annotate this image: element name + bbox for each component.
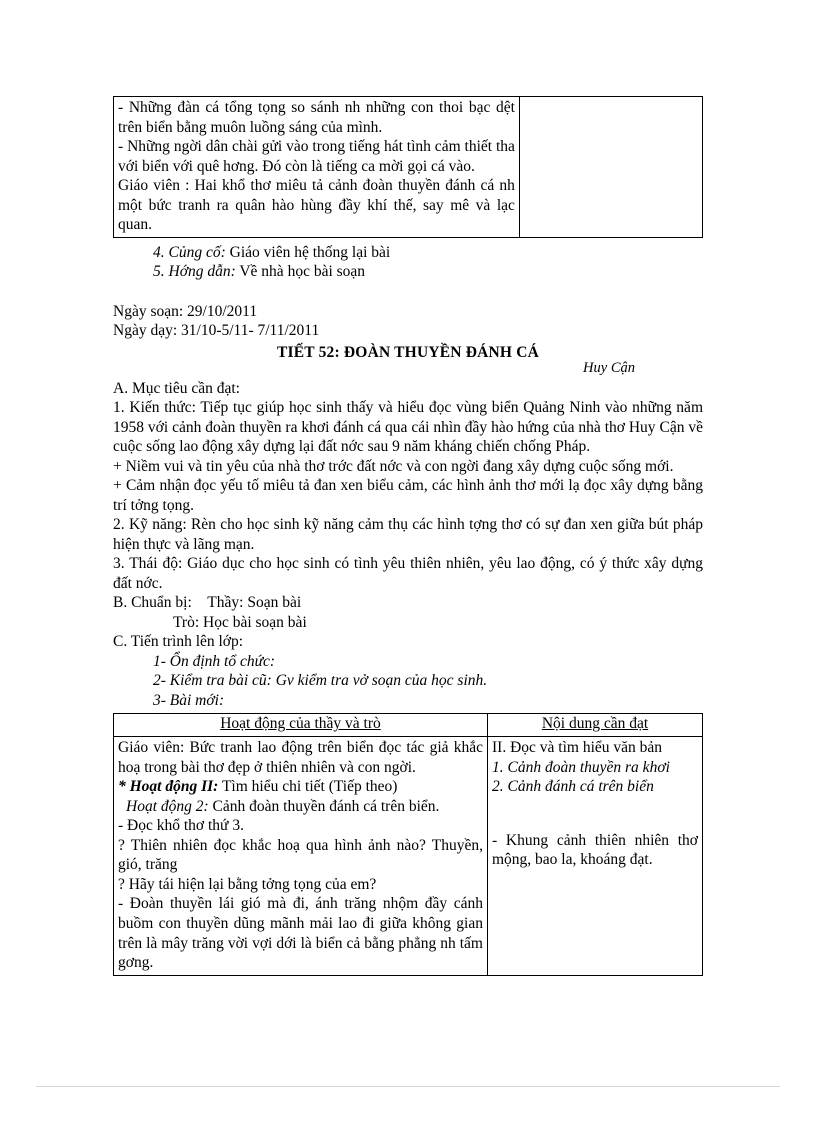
paragraph-teacher-note: Giáo viên : Hai khổ thơ miêu tả cảnh đoàn thuyền đánh cá nh một bức tranh ra quân hào hùng đầy khí thế, say mê và lạc quan.	[118, 177, 515, 234]
section-c1: 1- Ổn định tổ chức:	[153, 652, 276, 670]
section-a2-skills: 2. Kỹ năng: Rèn cho học sinh kỹ năng cảm thụ các hình tợng thơ có sự đan xen giữa bút pháp hiện thực và lãng mạn.	[113, 516, 703, 553]
para-question-nature: ? Thiên nhiên đọc khắc hoạ qua hình ảnh nào? Thuyền, gió, trăng	[118, 836, 483, 874]
table-header-row	[114, 714, 703, 737]
continuation-right-cell	[519, 97, 702, 238]
para-section-II: II. Đọc và tìm hiểu văn bản	[492, 739, 663, 757]
para-nature-scene-note: - Khung cảnh thiên nhiên thơ mộng, bao la, khoáng đạt.	[492, 831, 698, 869]
label-chuan-bi: B. Chuẩn bị:	[113, 594, 192, 612]
content-cell	[488, 737, 703, 975]
column-header-content: Nội dung cần đạt	[488, 714, 703, 737]
para-answer-description: - Đoàn thuyền lái gió mà đi, ánh trăng nhộm đầy cánh buồm con thuyền dũng mãnh mải lao đi giữa không gian trên là mây trăng vời vợi dới là biển cả bằng phẳng nh tấm gơng.	[118, 895, 483, 972]
para-subsection-1: 1. Cảnh đoàn thuyền ra khơi	[492, 758, 670, 776]
para-subsection-2: 2. Cảnh đánh cá trên biển	[492, 778, 654, 796]
author-name: Huy Cận	[583, 359, 635, 376]
section-c2: 2- Kiểm tra bài cũ: Gv kiểm tra vở soạn của học sinh.	[153, 672, 488, 690]
section-a3-attitude: 3. Thái độ: Giáo dục cho học sinh có tình yêu thiên nhiên, yêu lao động, có ý thức xây dựng đất nớc.	[113, 555, 703, 592]
paragraph-fishermen-song: - Những ngời dân chài gửi vào trong tiếng hát tình cảm thiết tha với biển với quê hơng. Đó còn là tiếng ca mời gọi cá vào.	[118, 138, 515, 175]
section-b-tro: Trò: Học bài soạn bài	[173, 613, 307, 631]
paragraph-fish-simile: - Những đàn cá tổng tọng so sánh nh những con thoi bạc dệt trên biển bằng muôn luồng sáng của mình.	[118, 99, 515, 136]
section-c3: 3- Bài mới:	[153, 691, 225, 709]
section-b-label	[113, 593, 703, 613]
para-doc-kho-tho: - Đọc khổ thơ thứ 3.	[118, 817, 244, 835]
text-huong-dan: Về nhà học bài soạn	[235, 263, 366, 281]
page-footer-divider	[36, 1086, 780, 1087]
text-cung-co: Giáo viên hệ thống lại bài	[225, 243, 391, 261]
para-hoat-dong-II: * Hoạt động II: Tìm hiểu chi tiết (Tiếp theo)	[118, 778, 398, 796]
line-cung-co	[113, 243, 703, 263]
date-soan: Ngày soạn: 29/10/2011	[113, 302, 258, 320]
label-cung-co: 4. Củng cố:	[153, 243, 226, 261]
section-a1-plus2: + Cảm nhận đọc yếu tố miêu tả đan xen biểu cảm, các hình ảnh thơ mới lạ đọc xây dựng bằng trí tởng tọng.	[113, 477, 703, 514]
section-a-label: A. Mục tiêu cần đạt:	[113, 379, 240, 397]
lesson-plan-table	[113, 713, 703, 975]
section-a1-knowledge: 1. Kiến thức: Tiếp tục giúp học sinh thấy và hiểu đọc vùng biển Quảng Ninh vào những năm 1958 với cảnh đoàn thuyền ra khơi đánh cá qua cái nhìn đầy hào hứng của nhà thơ Huy Cận về cuộc sống lao động xây dựng lại đất nớc sau 9 năm kháng chiến chống Pháp.	[113, 399, 703, 456]
table-row	[114, 97, 703, 238]
para-hoat-dong-2: Hoạt động 2: Cảnh đoàn thuyền đánh cá trên biển.	[126, 797, 440, 815]
section-c-label: C. Tiến trình lên lớp:	[113, 633, 244, 651]
table-row	[114, 737, 703, 975]
continuation-left-cell	[114, 97, 520, 238]
date-day: Ngày dạy: 31/10-5/11- 7/11/2011	[113, 322, 320, 340]
text-thay: Thầy: Soạn bài	[207, 594, 302, 612]
para-question-imagine: ? Hãy tái hiện lại bằng tởng tọng của em?	[118, 875, 377, 893]
para-teacher-intro: Giáo viên: Bức tranh lao động trên biển đọc tác giả khắc hoạ trong bài thơ đẹp ở thiên nhiên và con ngời.	[118, 739, 483, 776]
spacer	[113, 282, 703, 302]
activities-cell	[114, 737, 488, 975]
document-content	[113, 96, 703, 976]
spacer	[492, 797, 698, 831]
line-huong-dan	[113, 262, 703, 282]
column-header-activities: Hoạt động của thầy và trò	[114, 714, 488, 737]
page-title: TIẾT 52: ĐOÀN THUYỀN ĐÁNH CÁ	[276, 343, 540, 361]
section-a1-plus1: + Niềm vui và tin yêu của nhà thơ trớc đất nớc và con ngời đang xây dựng cuộc sống mới.	[113, 457, 674, 475]
label-huong-dan: 5. Hớng dẫn:	[153, 263, 236, 281]
continuation-table	[113, 96, 703, 238]
